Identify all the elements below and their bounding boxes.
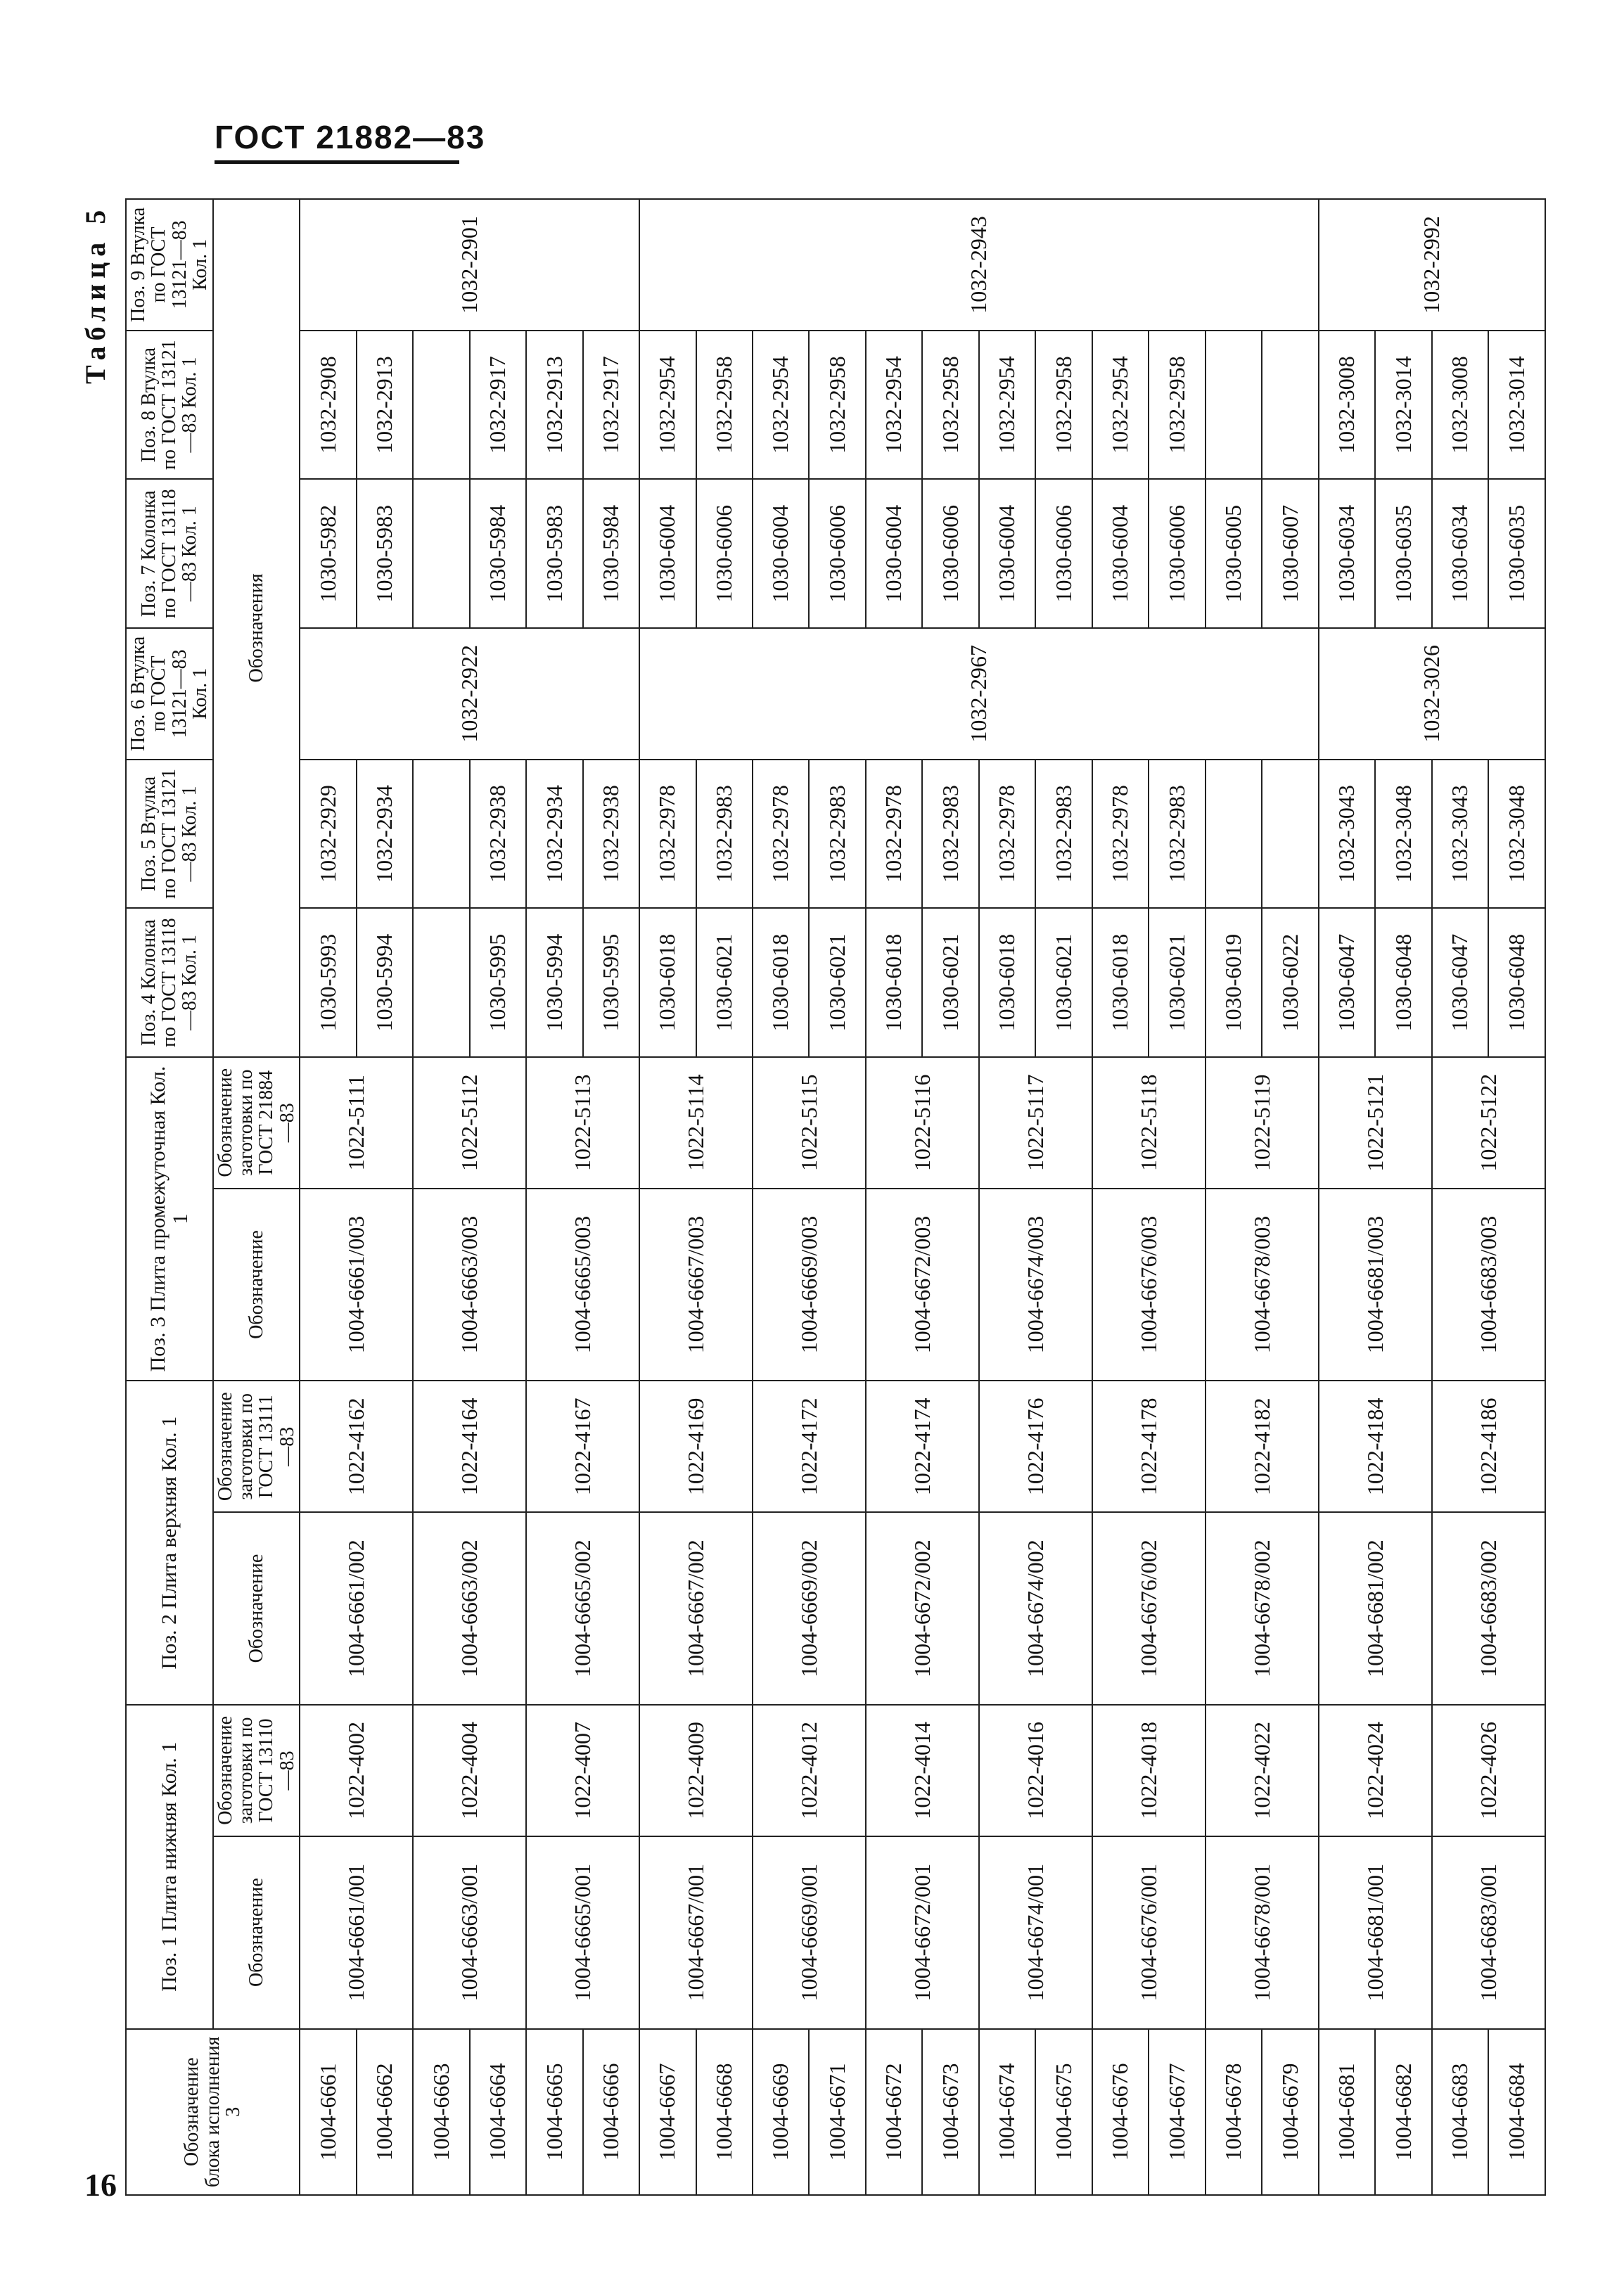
cell-pos4: 1030-6021	[1149, 908, 1205, 1057]
cell-pos1-designation: 1004-6667/001	[639, 1836, 753, 2029]
cell-pos5: 1032-2934	[357, 760, 413, 909]
cell-pos7: 1030-6006	[922, 479, 978, 628]
cell-pos5: 1032-2978	[866, 760, 922, 909]
cell-pos8: 1032-2958	[922, 331, 978, 480]
cell-pos1-blank: 1022-4022	[1206, 1705, 1319, 1836]
cell-pos4: 1030-5993	[300, 908, 356, 1057]
rotated-table-wrapper	[125, 198, 1546, 2196]
cell-pos1-designation: 1004-6669/001	[753, 1836, 866, 2029]
header-p3-blank: Обозначение заготовки по ГОСТ 21884—83	[213, 1057, 300, 1189]
cell-pos7: 1030-6005	[1206, 479, 1262, 628]
standard-title: ГОСТ 21882—83	[215, 119, 486, 155]
cell-pos5: 1032-2978	[979, 760, 1035, 909]
cell-pos7: 1030-6034	[1432, 479, 1488, 628]
cell-block: 1004-6671	[809, 2029, 865, 2195]
cell-pos8: 1032-2958	[1035, 331, 1092, 480]
cell-pos4: 1030-5995	[470, 908, 526, 1057]
table-row	[866, 199, 922, 2195]
cell-pos7: 1030-5983	[357, 479, 413, 628]
cell-pos1-blank: 1022-4014	[866, 1705, 979, 1836]
cell-pos4: 1030-5994	[357, 908, 413, 1057]
cell-pos2-blank: 1022-4182	[1206, 1381, 1319, 1512]
cell-pos4: 1030-6019	[1206, 908, 1262, 1057]
cell-pos4: 1030-6018	[979, 908, 1035, 1057]
cell-pos2-blank: 1022-4176	[979, 1381, 1092, 1512]
cell-pos1-blank: 1022-4024	[1319, 1705, 1432, 1836]
cell-pos4: 1030-6018	[866, 908, 922, 1057]
header-pos3: Поз. 3 Плита промежуточная Кол. 1	[126, 1057, 213, 1381]
cell-pos3-designation: 1004-6665/003	[526, 1189, 639, 1381]
table-label-text: Таблица 5	[79, 204, 111, 384]
table-row	[639, 199, 696, 2195]
cell-pos5: 1032-2978	[753, 760, 809, 909]
cell-pos3-designation: 1004-6681/003	[1319, 1189, 1432, 1381]
cell-pos7: 1030-6004	[979, 479, 1035, 628]
cell-pos4	[413, 908, 469, 1057]
cell-pos8: 1032-2954	[866, 331, 922, 480]
cell-pos2-designation: 1004-6669/002	[753, 1512, 866, 1705]
cell-block: 1004-6676	[1092, 2029, 1149, 2195]
cell-pos2-blank: 1022-4184	[1319, 1381, 1432, 1512]
cell-pos2-blank: 1022-4169	[639, 1381, 753, 1512]
table-label	[79, 201, 121, 384]
cell-pos6-group: 1032-3026	[1319, 628, 1545, 760]
cell-pos1-blank: 1022-4018	[1092, 1705, 1206, 1836]
cell-pos5: 1032-2978	[1092, 760, 1149, 909]
cell-pos3-designation: 1004-6667/003	[639, 1189, 753, 1381]
cell-pos4: 1030-6018	[753, 908, 809, 1057]
cell-pos4: 1030-6048	[1488, 908, 1545, 1057]
cell-pos3-blank: 1022-5115	[753, 1057, 866, 1189]
cell-pos5: 1032-3043	[1319, 760, 1375, 909]
cell-pos6-group: 1032-2922	[300, 628, 639, 760]
header-block: Обозначение блока исполнения 3	[126, 2029, 300, 2195]
cell-pos2-designation: 1004-6678/002	[1206, 1512, 1319, 1705]
cell-pos1-blank: 1022-4002	[300, 1705, 413, 1836]
cell-pos5: 1032-2929	[300, 760, 356, 909]
cell-block: 1004-6664	[470, 2029, 526, 2195]
cell-pos1-blank: 1022-4007	[526, 1705, 639, 1836]
cell-pos7: 1030-5984	[470, 479, 526, 628]
cell-pos1-blank: 1022-4004	[413, 1705, 526, 1836]
header-pos1: Поз. 1 Плита нижняя Кол. 1	[126, 1705, 213, 2029]
cell-pos4: 1030-6021	[1035, 908, 1092, 1057]
cell-pos5: 1032-3048	[1488, 760, 1545, 909]
cell-block: 1004-6682	[1375, 2029, 1431, 2195]
cell-pos3-blank: 1022-5122	[1432, 1057, 1545, 1189]
cell-pos5: 1032-2938	[470, 760, 526, 909]
header-pos8: Поз. 8 Втулка по ГОСТ 13121—83 Кол. 1	[126, 331, 213, 480]
cell-pos3-blank: 1022-5113	[526, 1057, 639, 1189]
cell-pos2-blank: 1022-4174	[866, 1381, 979, 1512]
cell-block: 1004-6677	[1149, 2029, 1205, 2195]
cell-pos5: 1032-2938	[583, 760, 639, 909]
cell-pos5: 1032-3043	[1432, 760, 1488, 909]
page-number: 16	[84, 2167, 117, 2203]
cell-pos1-blank: 1022-4009	[639, 1705, 753, 1836]
cell-pos8: 1032-3008	[1319, 331, 1375, 480]
cell-pos4: 1030-6021	[696, 908, 753, 1057]
cell-pos7: 1030-6004	[1092, 479, 1149, 628]
cell-pos7: 1030-6006	[1149, 479, 1205, 628]
cell-pos8	[413, 331, 469, 480]
cell-pos3-designation: 1004-6672/003	[866, 1189, 979, 1381]
header-p2-blank: Обозначение заготовки по ГОСТ 13111—83	[213, 1381, 300, 1512]
title-underline	[215, 160, 459, 164]
table-body	[300, 199, 1545, 2195]
cell-pos1-designation: 1004-6665/001	[526, 1836, 639, 2029]
cell-pos3-blank: 1022-5119	[1206, 1057, 1319, 1189]
cell-pos3-blank: 1022-5112	[413, 1057, 526, 1189]
cell-block: 1004-6683	[1432, 2029, 1488, 2195]
cell-block: 1004-6672	[866, 2029, 922, 2195]
cell-pos1-blank: 1022-4016	[979, 1705, 1092, 1836]
cell-pos7: 1030-6004	[866, 479, 922, 628]
cell-pos8: 1032-2908	[300, 331, 356, 480]
cell-pos1-designation: 1004-6674/001	[979, 1836, 1092, 2029]
cell-pos2-blank: 1022-4162	[300, 1381, 413, 1512]
table-row	[1319, 199, 1375, 2195]
cell-pos7: 1030-5983	[526, 479, 582, 628]
cell-pos8	[1206, 331, 1262, 480]
cell-pos3-blank: 1022-5111	[300, 1057, 413, 1189]
cell-pos2-designation: 1004-6667/002	[639, 1512, 753, 1705]
cell-pos7: 1030-6034	[1319, 479, 1375, 628]
cell-pos7: 1030-6006	[809, 479, 865, 628]
cell-pos4: 1030-6022	[1262, 908, 1318, 1057]
table-row	[1206, 199, 1262, 2195]
cell-pos1-designation: 1004-6681/001	[1319, 1836, 1432, 2029]
cell-pos4: 1030-6047	[1432, 908, 1488, 1057]
cell-pos3-blank: 1022-5118	[1092, 1057, 1206, 1189]
cell-pos8: 1032-2954	[1092, 331, 1149, 480]
cell-pos6-group: 1032-2967	[639, 628, 1319, 760]
cell-pos2-designation: 1004-6676/002	[1092, 1512, 1206, 1705]
cell-block: 1004-6665	[526, 2029, 582, 2195]
cell-pos8: 1032-3014	[1488, 331, 1545, 480]
cell-pos3-designation: 1004-6674/003	[979, 1189, 1092, 1381]
cell-pos5	[413, 760, 469, 909]
cell-pos1-designation: 1004-6676/001	[1092, 1836, 1206, 2029]
header-p3-designation: Обозначение	[213, 1189, 300, 1381]
table-row	[1432, 199, 1488, 2195]
cell-pos2-designation: 1004-6672/002	[866, 1512, 979, 1705]
cell-pos1-designation: 1004-6678/001	[1206, 1836, 1319, 2029]
cell-pos2-blank: 1022-4186	[1432, 1381, 1545, 1512]
cell-pos8: 1032-2958	[809, 331, 865, 480]
cell-block: 1004-6684	[1488, 2029, 1545, 2195]
cell-pos3-designation: 1004-6663/003	[413, 1189, 526, 1381]
cell-pos9-group: 1032-2992	[1319, 199, 1545, 331]
cell-block: 1004-6678	[1206, 2029, 1262, 2195]
cell-pos5: 1032-2983	[809, 760, 865, 909]
cell-pos7	[413, 479, 469, 628]
cell-pos5: 1032-3048	[1375, 760, 1431, 909]
cell-pos9-group: 1032-2901	[300, 199, 639, 331]
table-row	[413, 199, 469, 2195]
cell-pos4: 1030-6047	[1319, 908, 1375, 1057]
cell-pos4: 1030-6048	[1375, 908, 1431, 1057]
table-row	[526, 199, 582, 2195]
cell-pos8	[1262, 331, 1318, 480]
cell-pos5: 1032-2934	[526, 760, 582, 909]
cell-pos2-designation: 1004-6661/002	[300, 1512, 413, 1705]
cell-pos5: 1032-2983	[1035, 760, 1092, 909]
cell-pos5: 1032-2983	[1149, 760, 1205, 909]
cell-pos8: 1032-2958	[1149, 331, 1205, 480]
cell-pos9-group: 1032-2943	[639, 199, 1319, 331]
table-row	[1092, 199, 1149, 2195]
cell-pos2-designation: 1004-6663/002	[413, 1512, 526, 1705]
cell-pos1-designation: 1004-6683/001	[1432, 1836, 1545, 2029]
cell-pos2-blank: 1022-4164	[413, 1381, 526, 1512]
cell-pos8: 1032-2913	[526, 331, 582, 480]
cell-pos8: 1032-2958	[696, 331, 753, 480]
cell-pos7: 1030-6004	[639, 479, 696, 628]
cell-block: 1004-6662	[357, 2029, 413, 2195]
header-pos4: Поз. 4 Колонка по ГОСТ 13118—83 Кол. 1	[126, 908, 213, 1057]
cell-pos2-blank: 1022-4178	[1092, 1381, 1206, 1512]
cell-pos2-blank: 1022-4167	[526, 1381, 639, 1512]
cell-pos1-designation: 1004-6663/001	[413, 1836, 526, 2029]
cell-pos5	[1206, 760, 1262, 909]
cell-pos3-blank: 1022-5114	[639, 1057, 753, 1189]
cell-pos3-blank: 1022-5121	[1319, 1057, 1432, 1189]
spec-table	[125, 198, 1546, 2196]
cell-pos4: 1030-6021	[922, 908, 978, 1057]
cell-pos5: 1032-2983	[696, 760, 753, 909]
cell-pos7: 1030-6004	[753, 479, 809, 628]
cell-pos3-designation: 1004-6678/003	[1206, 1189, 1319, 1381]
cell-pos3-designation: 1004-6669/003	[753, 1189, 866, 1381]
cell-block: 1004-6681	[1319, 2029, 1375, 2195]
header-pos7: Поз. 7 Колонка по ГОСТ 13118—83 Кол. 1	[126, 479, 213, 628]
cell-pos7: 1030-6035	[1488, 479, 1545, 628]
cell-pos3-blank: 1022-5117	[979, 1057, 1092, 1189]
cell-pos7: 1030-6006	[696, 479, 753, 628]
cell-pos8: 1032-2913	[357, 331, 413, 480]
cell-block: 1004-6666	[583, 2029, 639, 2195]
cell-pos7: 1030-6035	[1375, 479, 1431, 628]
cell-pos3-designation: 1004-6683/003	[1432, 1189, 1545, 1381]
table-row	[300, 199, 356, 2195]
cell-block: 1004-6669	[753, 2029, 809, 2195]
cell-pos3-designation: 1004-6676/003	[1092, 1189, 1206, 1381]
cell-pos8: 1032-2917	[470, 331, 526, 480]
cell-pos8: 1032-3014	[1375, 331, 1431, 480]
cell-pos8: 1032-2917	[583, 331, 639, 480]
cell-pos4: 1030-6021	[809, 908, 865, 1057]
cell-pos2-designation: 1004-6681/002	[1319, 1512, 1432, 1705]
header-pos6: Поз. 6 Втулка по ГОСТ 13121—83 Кол. 1	[126, 628, 213, 760]
header-pos2: Поз. 2 Плита верхняя Кол. 1	[126, 1381, 213, 1705]
cell-pos8: 1032-2954	[979, 331, 1035, 480]
cell-block: 1004-6661	[300, 2029, 356, 2195]
cell-pos5: 1032-2978	[639, 760, 696, 909]
cell-pos8: 1032-3008	[1432, 331, 1488, 480]
cell-pos3-designation: 1004-6661/003	[300, 1189, 413, 1381]
cell-pos4: 1030-5995	[583, 908, 639, 1057]
cell-pos7: 1030-5982	[300, 479, 356, 628]
cell-block: 1004-6667	[639, 2029, 696, 2195]
cell-block: 1004-6675	[1035, 2029, 1092, 2195]
header-p1-designation: Обозначение	[213, 1836, 300, 2029]
cell-pos1-blank: 1022-4012	[753, 1705, 866, 1836]
cell-pos8: 1032-2954	[639, 331, 696, 480]
cell-pos1-designation: 1004-6661/001	[300, 1836, 413, 2029]
cell-pos5: 1032-2983	[922, 760, 978, 909]
cell-pos3-blank: 1022-5116	[866, 1057, 979, 1189]
cell-pos7: 1030-6006	[1035, 479, 1092, 628]
header-designations: Обозначения	[213, 199, 300, 1057]
cell-block: 1004-6679	[1262, 2029, 1318, 2195]
header-pos9: Поз. 9 Втулка по ГОСТ 13121—83 Кол. 1	[126, 199, 213, 331]
header-p2-designation: Обозначение	[213, 1512, 300, 1705]
table-row	[979, 199, 1035, 2195]
cell-pos1-blank: 1022-4026	[1432, 1705, 1545, 1836]
cell-block: 1004-6663	[413, 2029, 469, 2195]
cell-pos2-blank: 1022-4172	[753, 1381, 866, 1512]
header-p1-blank: Обозначение заготовки по ГОСТ 13110—83	[213, 1705, 300, 1836]
cell-pos5	[1262, 760, 1318, 909]
cell-pos2-designation: 1004-6674/002	[979, 1512, 1092, 1705]
cell-pos2-designation: 1004-6683/002	[1432, 1512, 1545, 1705]
cell-pos8: 1032-2954	[753, 331, 809, 480]
cell-pos1-designation: 1004-6672/001	[866, 1836, 979, 2029]
cell-block: 1004-6668	[696, 2029, 753, 2195]
cell-block: 1004-6674	[979, 2029, 1035, 2195]
cell-pos4: 1030-6018	[1092, 908, 1149, 1057]
cell-pos7: 1030-5984	[583, 479, 639, 628]
cell-block: 1004-6673	[922, 2029, 978, 2195]
cell-pos2-designation: 1004-6665/002	[526, 1512, 639, 1705]
cell-pos4: 1030-6018	[639, 908, 696, 1057]
cell-pos7: 1030-6007	[1262, 479, 1318, 628]
cell-pos4: 1030-5994	[526, 908, 582, 1057]
header-pos5: Поз. 5 Втулка по ГОСТ 13121—83 Кол. 1	[126, 760, 213, 909]
table-row	[753, 199, 809, 2195]
